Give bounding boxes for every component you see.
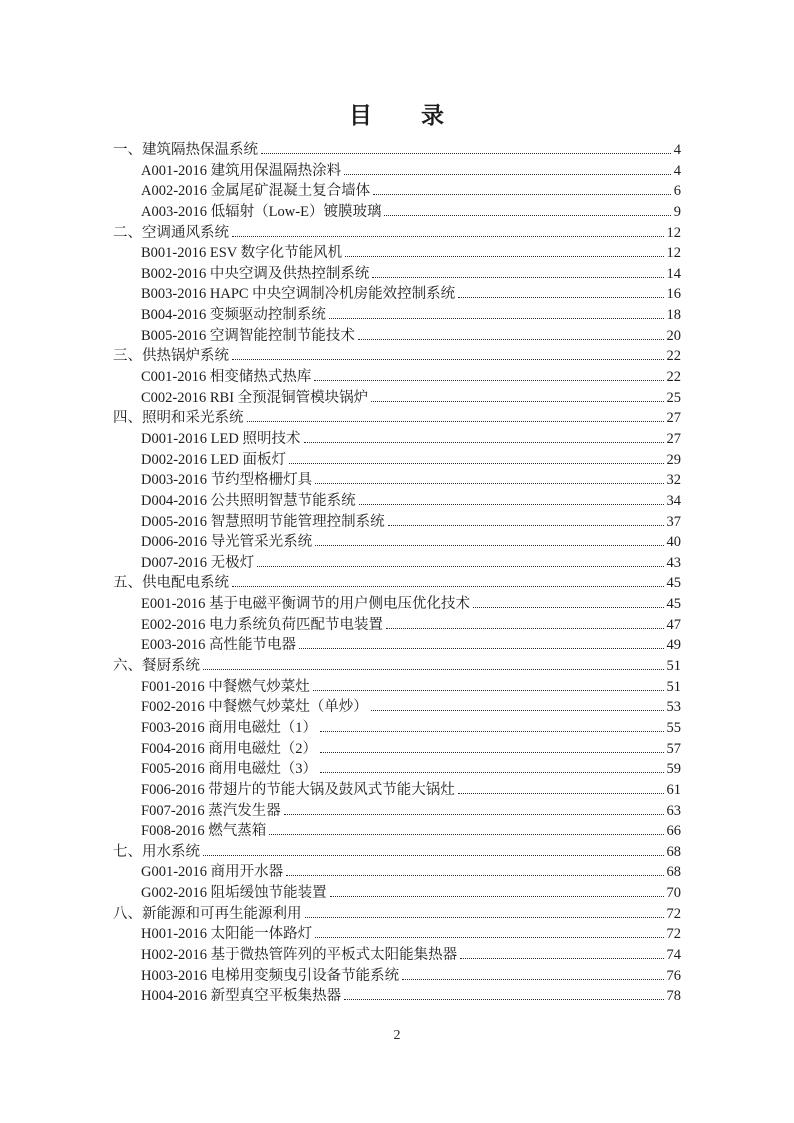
dot-leader — [329, 318, 664, 319]
dot-leader — [299, 648, 663, 649]
toc-section-row[interactable] — [113, 140, 681, 161]
toc-item-row[interactable] — [113, 326, 681, 347]
dot-leader — [330, 896, 664, 897]
dot-leader — [371, 401, 663, 402]
toc-item-row[interactable] — [113, 883, 681, 904]
toc-page-number: 66 — [666, 823, 681, 840]
toc-page-number: 53 — [666, 699, 681, 716]
dot-leader — [247, 421, 664, 422]
toc-page-number: 43 — [666, 554, 681, 571]
toc-page-number: 40 — [666, 534, 681, 551]
dot-leader — [315, 937, 663, 938]
dot-leader — [232, 586, 664, 587]
toc-entry-label: 一、建筑隔热保温系统 — [113, 142, 258, 158]
toc-page-number: 55 — [666, 719, 681, 736]
toc-page-number: 29 — [666, 451, 681, 468]
toc-list — [0, 140, 794, 1007]
toc-entry-label: H001-2016 太阳能一体路灯 — [141, 926, 313, 943]
toc-item-row[interactable] — [113, 986, 681, 1007]
toc-page-number: 47 — [666, 616, 681, 633]
toc-page-number: 68 — [666, 843, 681, 860]
toc-item-row[interactable] — [113, 367, 681, 388]
toc-entry-label: B005-2016 空调智能控制节能技术 — [141, 327, 355, 344]
toc-item-row[interactable] — [113, 945, 681, 966]
toc-item-row[interactable] — [113, 553, 681, 574]
toc-entry-label: F008-2016 燃气蒸箱 — [141, 823, 267, 840]
toc-item-row[interactable] — [113, 429, 681, 450]
toc-entry-label: D004-2016 公共照明智慧节能系统 — [141, 492, 356, 509]
toc-page-number: 49 — [666, 637, 681, 654]
toc-page-number: 61 — [666, 781, 681, 798]
toc-section-row[interactable] — [113, 842, 681, 863]
dot-leader — [386, 628, 663, 629]
toc-entry-label: E002-2016 电力系统负荷匹配节电装置 — [141, 616, 384, 633]
toc-item-row[interactable] — [113, 161, 681, 182]
toc-page-number: 45 — [666, 575, 681, 592]
dot-leader — [358, 339, 664, 340]
toc-entry-label: F002-2016 中餐燃气炒菜灶（单炒） — [141, 699, 368, 716]
toc-item-row[interactable] — [113, 739, 681, 760]
toc-page-number: 22 — [666, 369, 681, 386]
toc-entry-label: F007-2016 蒸汽发生器 — [141, 802, 281, 819]
toc-page-number: 72 — [666, 905, 681, 922]
toc-page-number: 12 — [666, 224, 681, 241]
toc-item-row[interactable] — [113, 635, 681, 656]
dot-leader — [460, 958, 663, 959]
toc-entry-label: G001-2016 商用开水器 — [141, 864, 284, 881]
toc-entry-label: D006-2016 导光管采光系统 — [141, 534, 313, 551]
toc-page-number: 16 — [666, 286, 681, 303]
toc-entry-label: 四、照明和采光系统 — [113, 410, 244, 427]
toc-item-row[interactable] — [113, 202, 681, 223]
toc-item-row[interactable] — [113, 862, 681, 883]
toc-entry-label: 三、供热锅炉系统 — [113, 348, 229, 365]
toc-page-number: 51 — [666, 678, 681, 695]
dot-leader — [314, 380, 663, 381]
dot-leader — [289, 463, 664, 464]
toc-page-number: 32 — [666, 472, 681, 489]
footer-page-number: 2 — [393, 1028, 401, 1043]
toc-entry-label: A001-2016 建筑用保温隔热涂料 — [141, 162, 342, 179]
toc-page-number: 72 — [666, 926, 681, 943]
dot-leader — [305, 917, 664, 918]
dot-leader — [232, 359, 664, 360]
toc-item-row[interactable] — [113, 450, 681, 471]
dot-leader — [284, 814, 664, 815]
toc-section-row[interactable] — [113, 408, 681, 429]
toc-section-row[interactable] — [113, 656, 681, 677]
toc-page-number: 20 — [666, 327, 681, 344]
toc-page-number: 37 — [666, 513, 681, 530]
toc-page-number: 4 — [673, 162, 681, 179]
toc-item-row[interactable] — [113, 718, 681, 739]
toc-entry-label: 八、新能源和可再生能源利用 — [113, 905, 302, 922]
toc-entry-label: 二、空调通风系统 — [113, 224, 229, 241]
toc-page-number: 74 — [666, 946, 681, 963]
dot-leader — [257, 566, 663, 567]
toc-page-number: 22 — [666, 348, 681, 365]
dot-leader — [320, 731, 663, 732]
toc-item-row[interactable] — [113, 388, 681, 409]
dot-leader — [304, 442, 664, 443]
toc-page-number: 63 — [666, 802, 681, 819]
toc-entry-label: E001-2016 基于电磁平衡调节的用户侧电压优化技术 — [141, 596, 471, 613]
toc-page-number: 27 — [666, 410, 681, 427]
toc-page-number: 57 — [666, 740, 681, 757]
dot-leader — [261, 153, 671, 154]
toc-entry-label: G002-2016 阻垢缓蚀节能装置 — [141, 885, 327, 902]
toc-entry-label: H002-2016 基于微热管阵列的平板式太阳能集热器 — [141, 946, 458, 963]
toc-entry-label: B003-2016 HAPC 中央空调制冷机房能效控制系统 — [141, 286, 456, 303]
toc-entry-label: D005-2016 智慧照明节能管理控制系统 — [141, 513, 385, 530]
toc-page-number: 14 — [666, 265, 681, 282]
toc-item-row[interactable] — [113, 924, 681, 945]
dot-leader — [402, 979, 663, 980]
toc-section-row[interactable] — [113, 346, 681, 367]
toc-entry-label: F006-2016 带翅片的节能大锅及鼓风式节能大锅灶 — [141, 781, 455, 798]
dot-leader — [458, 793, 664, 794]
toc-entry-label: 七、用水系统 — [113, 843, 200, 860]
toc-entry-label: 五、供电配电系统 — [113, 575, 229, 592]
dot-leader — [269, 834, 663, 835]
dot-leader — [344, 999, 663, 1000]
toc-entry-label: H004-2016 新型真空平板集热器 — [141, 988, 342, 1005]
toc-entry-label: H003-2016 电梯用变频曳引设备节能系统 — [141, 967, 400, 984]
toc-section-row[interactable] — [113, 904, 681, 925]
toc-page-number: 51 — [666, 658, 681, 675]
toc-page-number: 59 — [666, 761, 681, 778]
toc-title: 目 录 — [349, 103, 445, 128]
toc-item-row[interactable] — [113, 512, 681, 533]
toc-entry-label: C002-2016 RBI 全预混铜管模块锅炉 — [141, 389, 369, 406]
toc-entry-label: E003-2016 高性能节电器 — [141, 637, 297, 654]
toc-item-row[interactable] — [113, 491, 681, 512]
toc-item-row[interactable] — [113, 780, 681, 801]
dot-leader — [388, 525, 664, 526]
toc-entry-label: C001-2016 相变储热式热库 — [141, 369, 312, 386]
toc-item-row[interactable] — [113, 181, 681, 202]
toc-page-number: 76 — [666, 967, 681, 984]
toc-item-row[interactable] — [113, 594, 681, 615]
toc-item-row[interactable] — [113, 677, 681, 698]
dot-leader — [359, 504, 664, 505]
toc-entry-label: A003-2016 低辐射（Low-E）镀膜玻璃 — [141, 203, 382, 220]
toc-entry-label: B001-2016 ESV 数字化节能风机 — [141, 245, 343, 262]
toc-entry-label: B004-2016 变频驱动控制系统 — [141, 307, 326, 324]
toc-entry-label: D007-2016 无极灯 — [141, 554, 255, 571]
dot-leader — [345, 256, 663, 257]
toc-page-number: 25 — [666, 389, 681, 406]
toc-page-number: 78 — [666, 988, 681, 1005]
toc-page-number: 34 — [666, 492, 681, 509]
dot-leader — [313, 690, 664, 691]
toc-entry-label: A002-2016 金属尾矿混凝土复合墙体 — [141, 183, 371, 200]
toc-page-number: 18 — [666, 307, 681, 324]
toc-page-number: 9 — [673, 203, 681, 220]
toc-item-row[interactable] — [113, 821, 681, 842]
dot-leader — [203, 855, 664, 856]
dot-leader — [232, 236, 664, 237]
toc-item-row[interactable] — [113, 759, 681, 780]
toc-entry-label: D001-2016 LED 照明技术 — [141, 430, 301, 447]
toc-section-row[interactable] — [113, 573, 681, 594]
toc-item-row[interactable] — [113, 243, 681, 264]
dot-leader — [373, 194, 671, 195]
toc-entry-label: F004-2016 商用电磁灶（2） — [141, 740, 318, 757]
dot-leader — [473, 607, 663, 608]
toc-item-row[interactable] — [113, 470, 681, 491]
dot-leader — [458, 297, 663, 298]
toc-item-row[interactable] — [113, 305, 681, 326]
toc-page-number: 4 — [673, 142, 681, 158]
toc-item-row[interactable] — [113, 615, 681, 636]
dot-leader — [371, 710, 664, 711]
dot-leader — [286, 875, 663, 876]
toc-page-number: 45 — [666, 596, 681, 613]
toc-page-number: 68 — [666, 864, 681, 881]
dot-leader — [315, 545, 663, 546]
toc-entry-label: 六、餐厨系统 — [113, 658, 200, 675]
toc-page-number: 6 — [673, 183, 681, 200]
toc-entry-label: F001-2016 中餐燃气炒菜灶 — [141, 678, 310, 695]
toc-item-row[interactable] — [113, 697, 681, 718]
dot-leader — [372, 277, 663, 278]
toc-entry-label: D002-2016 LED 面板灯 — [141, 451, 286, 468]
toc-page-number: 27 — [666, 430, 681, 447]
dot-leader — [315, 483, 663, 484]
toc-entry-label: F003-2016 商用电磁灶（1） — [141, 719, 318, 736]
toc-entry-label: F005-2016 商用电磁灶（3） — [141, 761, 318, 778]
toc-item-row[interactable] — [113, 801, 681, 822]
dot-leader — [320, 772, 663, 773]
dot-leader — [203, 669, 664, 670]
dot-leader — [384, 215, 670, 216]
toc-item-row[interactable] — [113, 966, 681, 987]
toc-item-row[interactable] — [113, 284, 681, 305]
toc-section-row[interactable] — [113, 223, 681, 244]
toc-page-number: 70 — [666, 885, 681, 902]
toc-entry-label: D003-2016 节约型格栅灯具 — [141, 472, 313, 489]
toc-entry-label: B002-2016 中央空调及供热控制系统 — [141, 265, 370, 282]
toc-page-number: 12 — [666, 245, 681, 262]
dot-leader — [320, 752, 663, 753]
toc-item-row[interactable] — [113, 532, 681, 553]
toc-item-row[interactable] — [113, 264, 681, 285]
dot-leader — [344, 174, 671, 175]
